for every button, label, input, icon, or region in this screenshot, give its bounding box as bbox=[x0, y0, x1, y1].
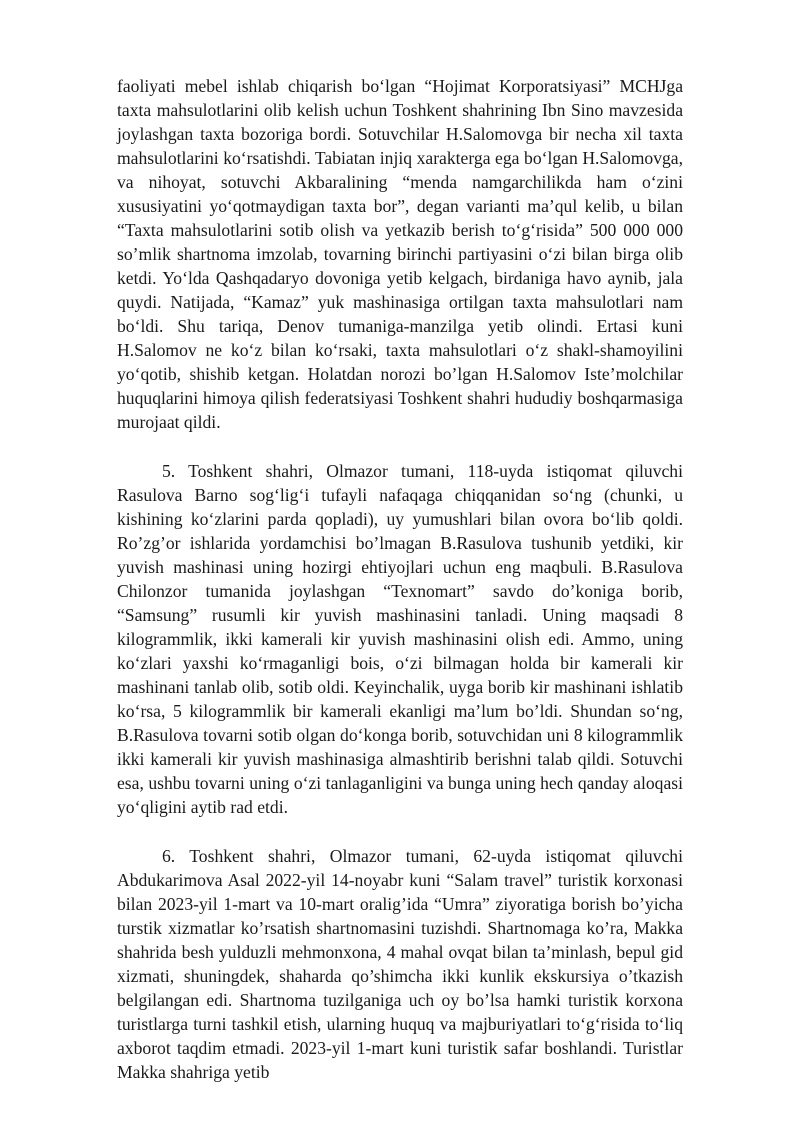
paragraph-spacer bbox=[117, 434, 683, 459]
paragraph-spacer bbox=[117, 819, 683, 844]
paragraph-case-6: 6. Toshkent shahri, Olmazor tumani, 62-uyda istiqomat qiluvchi Abdukarimova Asal 2022-yil 14-noyabr kuni “Salam travel” turistik korxonasi bilan 2023-yil 1-mart va 10-mart oralig’ida “Umra” ziyoratiga borish bo’yicha turstik xizmatlar ko’rsatish shartnomasini tuzishdi. Shartnomaga ko’ra, Makka shahrida besh yulduzli mehmonxona, 4 mahal ovqat bilan ta’minlash, bepul gid xizmati, shuningdek, shaharda qo’shimcha ikki kunlik ekskursiya o’tkazish belgilangan edi. Shartnoma tuzilganiga uch oy bo’lsa hamki turistik korxona turistlarga turni tashkil etish, ularning huquq va majburiyatlari to‘g‘risida to‘liq axborot taqdim etmadi. 2023-yil 1-mart kuni turistik safar boshlandi. Turistlar Makka shahriga yetib bbox=[117, 846, 683, 1082]
paragraph-case-5: 5. Toshkent shahri, Olmazor tumani, 118-uyda istiqomat qiluvchi Rasulova Barno sog‘lig‘i tufayli nafaqaga chiqqanidan so‘ng (chunki, u kishining ko‘zlarini parda qopladi), uy yumushlari bilan ovora bo‘lib qoldi. Ro’zg’or ishlarida yordamchisi bo’lmagan B.Rasulova tushunib yetdiki, kir yuvish mashinasi uning hozirgi ehtiyojlari uchun eng maqbuli. B.Rasulova Chilonzor tumanida joylashgan “Texnomart” savdo do’koniga borib, “Samsung” rusumli kir yuvish mashinasini tanladi. Uning maqsadi 8 kilogrammlik, ikki kamerali kir yuvish mashinasini olish edi. Ammo, uning ko‘zlari yaxshi ko‘rmaganligi bois, o‘zi bilmagan holda bir kamerali kir mashinani tanlab olib, sotib oldi. Keyinchalik, uyga borib kir mashinani ishlatib ko‘rsa, 5 kilogrammlik bir kamerali ekanligi ma’lum bo’ldi. Shundan so‘ng, B.Rasulova tovarni sotib olgan do‘konga borib, sotuvchidan uni 8 kilogrammlik ikki kamerali kir yuvish mashinasiga almashtirib berishni talab qildi. Sotuvchi esa, ushbu tovarni uning o‘zi tanlaganligini va bunga uning hech qanday aloqasi yo‘qligini aytib rad etdi. bbox=[117, 461, 683, 817]
paragraph-continuation: faoliyati mebel ishlab chiqarish bo‘lgan “Hojimat Korporatsiyasi” MCHJga taxta mahsulotlarini olib kelish uchun Toshkent shahrining Ibn Sino mavzesida joylashgan taxta bozoriga bordi. Sotuvchilar H.Salomovga bir necha xil taxta mahsulotlarini ko‘rsatishdi. Tabiatan injiq xarakterga ega bo‘lgan H.Salomovga, va nihoyat, sotuvchi Akbaralining “menda namgarchilikda ham o‘zini xususiyatini yo‘qotmaydigan taxta bor”, degan varianti ma’qul kelib, u bilan “Taxta mahsulotlarini sotib olish va yetkazib berish to‘g‘risida” 500 000 000 so’mlik shartnoma imzolab, tovarning birinchi partiyasini o‘zi bilan birga olib ketdi. Yo‘lda Qashqadaryo dovoniga yetib kelgach, birdaniga havo aynib, jala quydi. Natijada, “Kamaz” yuk mashinasiga ortilgan taxta mahsulotlari nam bo‘ldi. Shu tariqa, Denov tumaniga-manzilga yetib olindi. Ertasi kuni H.Salomov ne ko‘z bilan ko‘rsaki, taxta mahsulotlari o‘z shakl-shamoyilini yo‘qotib, shishib ketgan. Holatdan norozi bo’lgan H.Salomov Iste’molchilar huquqlarini himoya qilish federatsiyasi Toshkent shahri hududiy boshqarmasiga murojaat qildi. bbox=[117, 76, 683, 432]
document-body bbox=[117, 74, 683, 1084]
